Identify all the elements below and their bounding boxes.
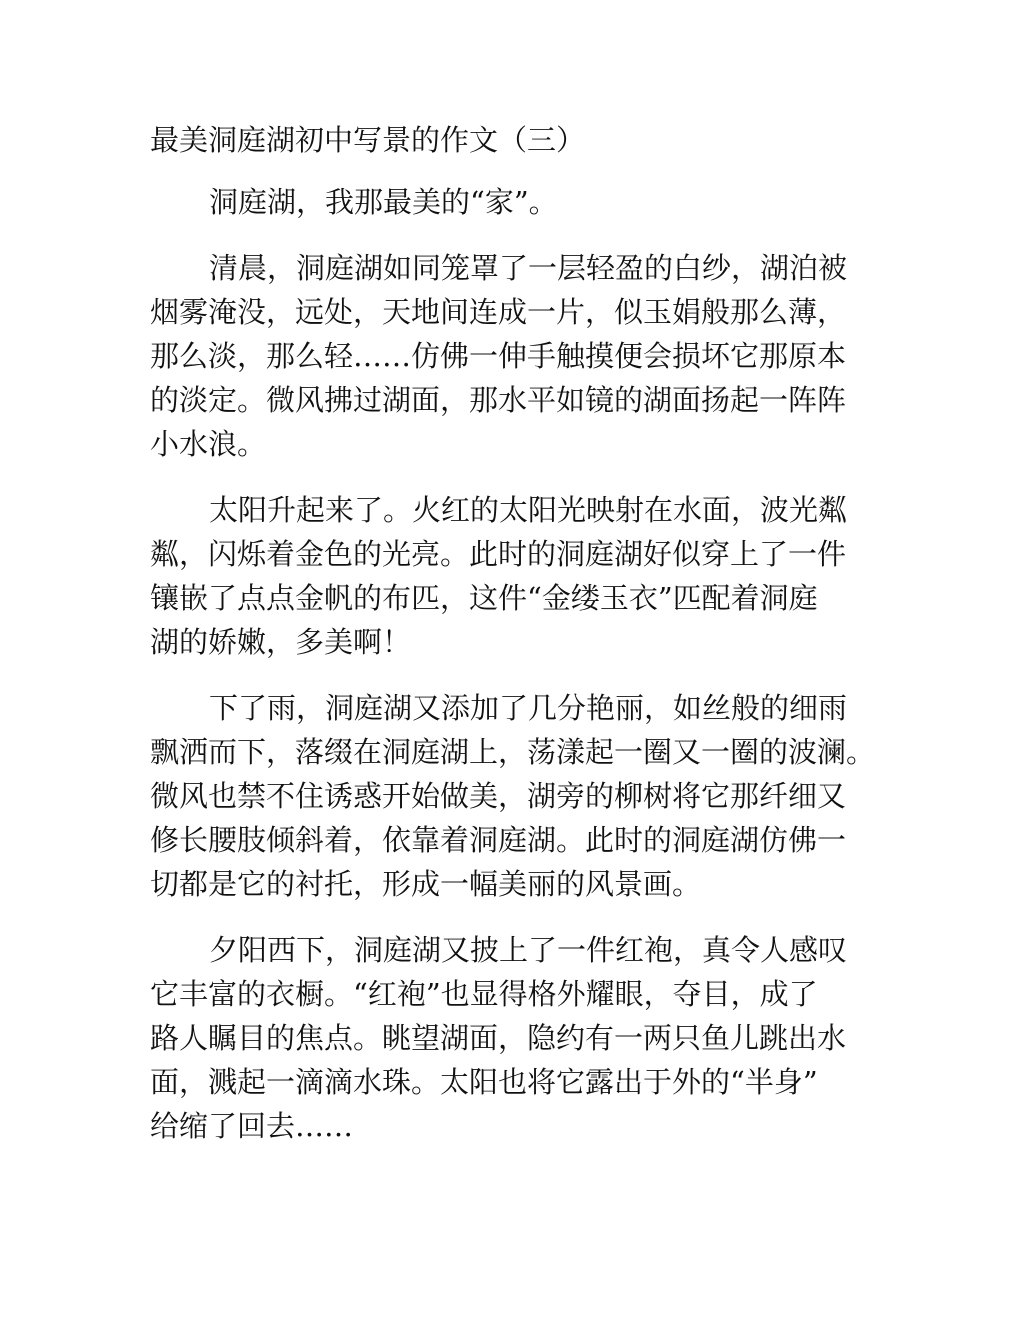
paragraph-line: 烟雾淹没，远处，天地间连成一片，似玉娟般那么薄， [150, 295, 847, 329]
paragraph-line: 那么淡，那么轻……仿佛一伸手触摸便会损坏它那原本 [150, 339, 847, 373]
document-title: 最美洞庭湖初中写景的作文（三） [150, 123, 586, 157]
paragraph-line: 小水浪。 [150, 427, 267, 461]
paragraph-3 [150, 488, 910, 664]
paragraph-1 [150, 180, 910, 224]
paragraph-line: 太阳升起来了。火红的太阳光映射在水面，波光粼 [209, 493, 848, 527]
paragraph-line: 的淡定。微风拂过湖面，那水平如镜的湖面扬起一阵阵 [150, 383, 847, 417]
paragraph-line: 给缩了回去…… [150, 1109, 354, 1143]
paragraph-line: 湖的娇嫩，多美啊！ [150, 625, 412, 659]
paragraph-line: 粼，闪烁着金色的光亮。此时的洞庭湖好似穿上了一件 [150, 537, 847, 571]
paragraph-line: 洞庭湖，我那最美的“家”。 [209, 185, 558, 219]
document-page [150, 118, 910, 1170]
paragraph-line: 微风也禁不住诱惑开始做美，湖旁的柳树将它那纤细又 [150, 779, 847, 813]
paragraph-line: 飘洒而下，落缀在洞庭湖上，荡漾起一圈又一圈的波澜。 [150, 735, 876, 769]
paragraph-2 [150, 246, 910, 466]
paragraph-line: 面，溅起一滴滴水珠。太阳也将它露出于外的“半身” [150, 1065, 818, 1099]
paragraph-line: 镶嵌了点点金帆的布匹，这件“金缕玉衣”匹配着洞庭 [150, 581, 818, 615]
paragraph-line: 它丰富的衣橱。“红袍”也显得格外耀眼，夺目，成了 [150, 977, 818, 1011]
paragraph-line: 切都是它的衬托，形成一幅美丽的风景画。 [150, 867, 702, 901]
paragraph-line: 路人瞩目的焦点。眺望湖面，隐约有一两只鱼儿跳出水 [150, 1021, 847, 1055]
paragraph-line: 清晨，洞庭湖如同笼罩了一层轻盈的白纱，湖泊被 [209, 251, 848, 285]
paragraph-line: 夕阳西下，洞庭湖又披上了一件红袍，真令人感叹 [209, 933, 848, 967]
paragraph-4 [150, 686, 910, 906]
paragraph-5 [150, 928, 910, 1148]
paragraph-line: 修长腰肢倾斜着，依靠着洞庭湖。此时的洞庭湖仿佛一 [150, 823, 847, 857]
paragraph-line: 下了雨，洞庭湖又添加了几分艳丽，如丝般的细雨 [209, 691, 848, 725]
